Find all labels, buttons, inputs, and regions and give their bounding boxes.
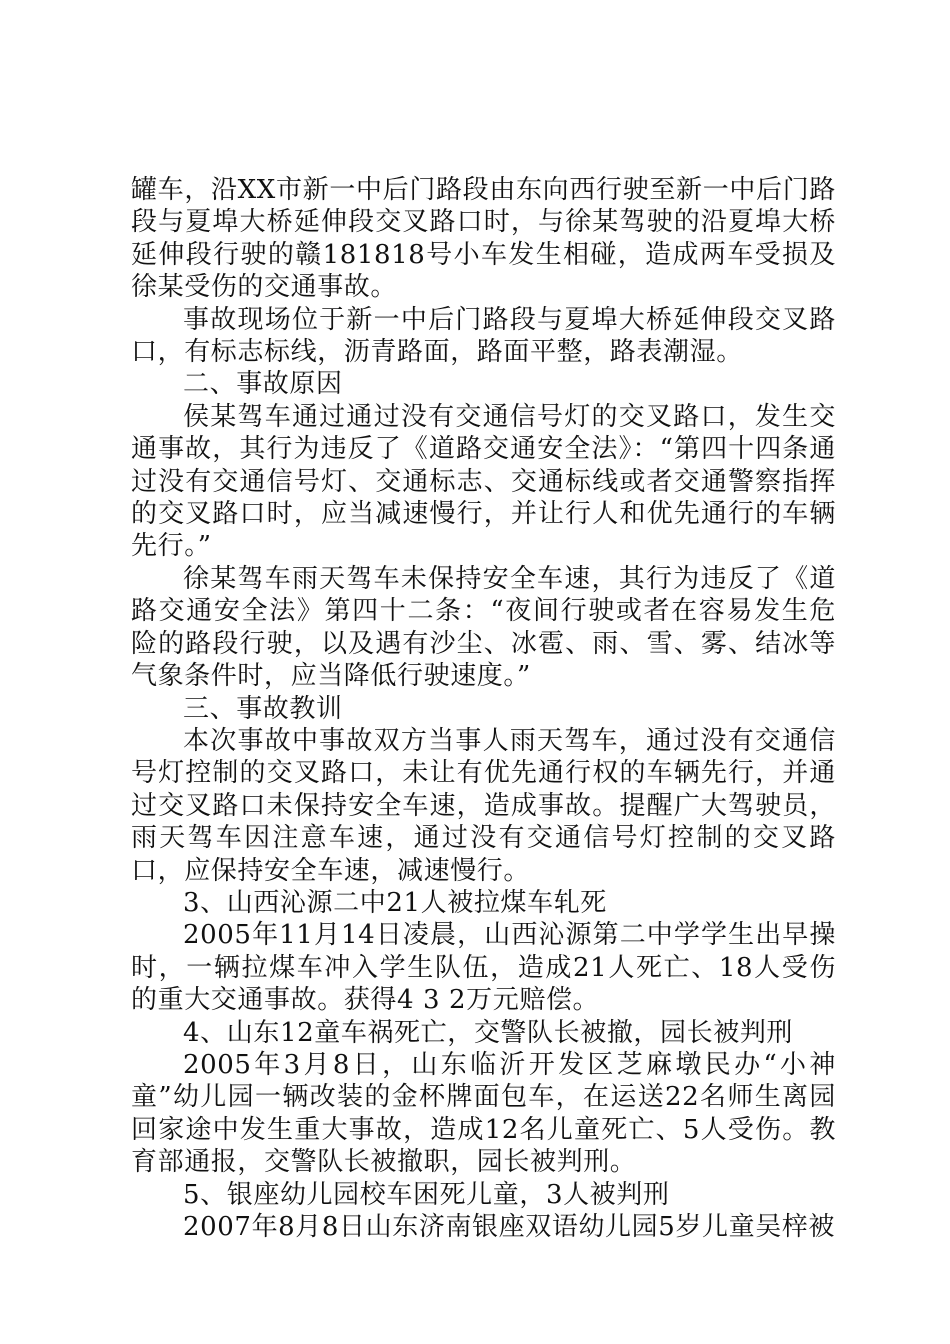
case-heading-3: 3、山西沁源二中21人被拉煤车轧死 (183, 887, 607, 918)
paragraph-cause-xu: 徐某驾车雨天驾车未保持安全车速，其行为违反了《道路交通安全法》第四十二条：“夜间行驶或者在容易发生危险的路段行驶，以及遇有沙尘、冰雹、雨、雪、雾、结冰等气象条件时，应当降低行驶速度。” (131, 563, 836, 692)
section-heading-cause: 二、事故原因 (183, 369, 343, 400)
paragraph-continued: 罐车，沿XX市新一中后门路段由东向西行驶至新一中后门路段与夏埠大桥延伸段交叉路口时，与徐某驾驶的沿夏埠大桥延伸段行驶的赣181818号小车发生相碰，造成两车受损及徐某受伤的交通事故。 (131, 175, 836, 303)
document-body (131, 174, 836, 1243)
case-heading-4: 4、山东12童车祸死亡，交警队长被撤，园长被判刑 (183, 1017, 794, 1048)
paragraph-accident-scene: 事故现场位于新一中后门路段与夏埠大桥延伸段交叉路口，有标志标线，沥青路面，路面平整，路表潮湿。 (131, 304, 836, 368)
paragraph-lesson: 本次事故中事故双方当事人雨天驾车，通过没有交通信号灯控制的交叉路口，未让有优先通行权的车辆先行，并通过交叉路口未保持安全车速，造成事故。提醒广大驾驶员，雨天驾车因注意车速，通过没有交通信号灯控制的交叉路口，应保持安全车速，减速慢行。 (131, 725, 836, 886)
paragraph-case-5: 2007年8月8日山东济南银座双语幼儿园5岁儿童吴梓被 (183, 1212, 835, 1242)
case-heading-5: 5、银座幼儿园校车困死儿童，3人被判刑 (183, 1179, 670, 1210)
paragraph-case-3: 2005年11月14日凌晨，山西沁源第二中学学生出早操时，一辆拉煤车冲入学生队伍，造成21人死亡、18人受伤的重大交通事故。获得4 3 2万元赔偿。 (131, 920, 836, 1016)
paragraph-cause-hou: 侯某驾车通过通过没有交通信号灯的交叉路口，发生交通事故，其行为违反了《道路交通安全法》：“第四十四条通过没有交通信号灯、交通标志、交通标线或者交通警察指挥的交叉路口时，应当减速慢行，并让行人和优先通行的车辆先行。” (131, 401, 836, 562)
paragraph-case-4: 2005年3月8日，山东临沂开发区芝麻墩民办“小神童”幼儿园一辆改装的金杯牌面包车，在运送22名师生离园回家途中发生重大事故，造成12名儿童死亡、5人受伤。教育部通报，交警队长被撤职，园长被判刑。 (131, 1049, 836, 1178)
section-heading-lesson: 三、事故教训 (183, 693, 343, 724)
